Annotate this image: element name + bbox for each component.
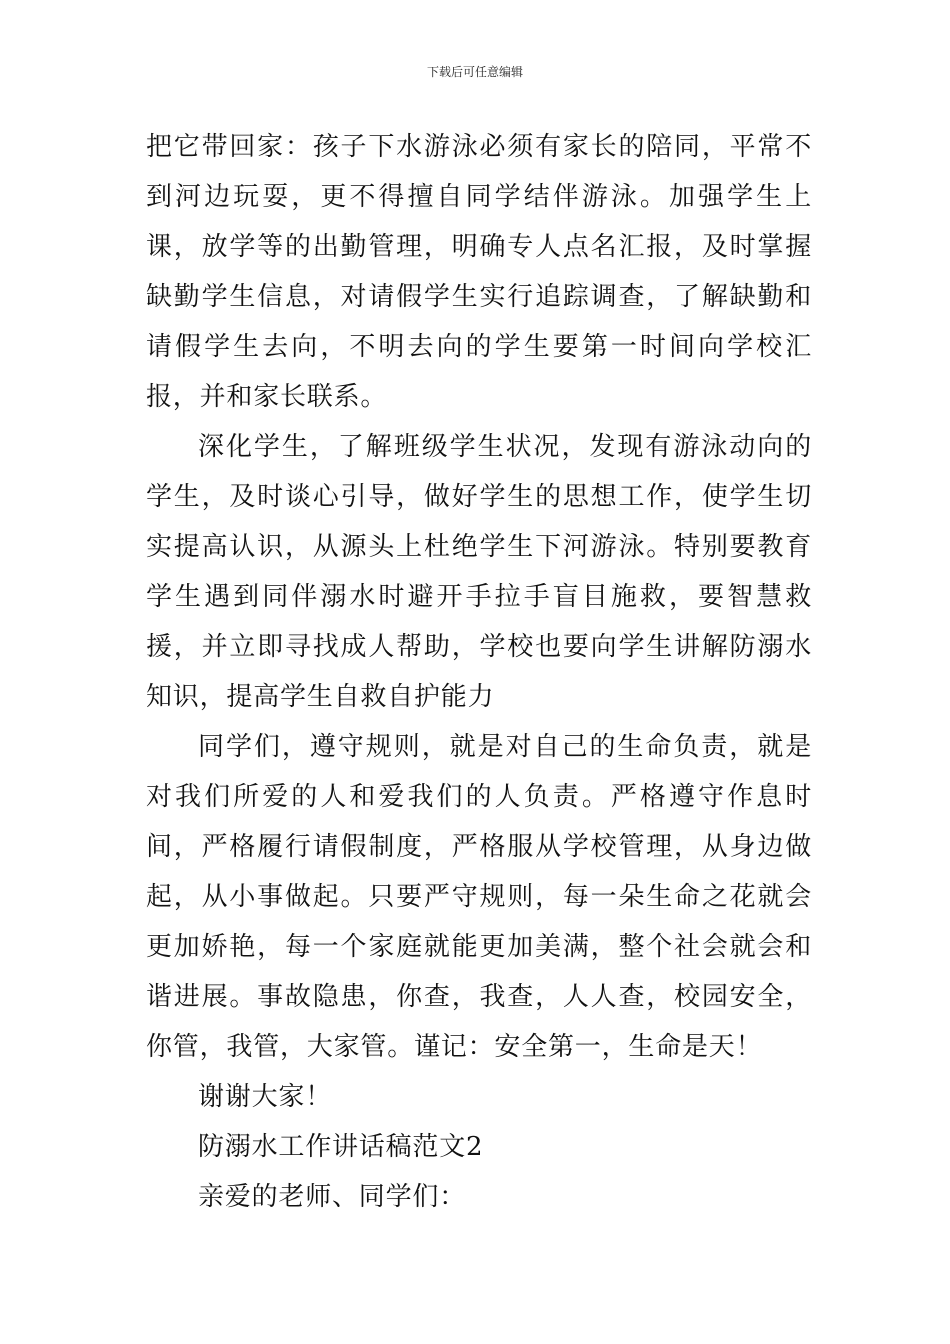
paragraph-continuation: 把它带回家：孩子下水游泳必须有家长的陪同，平常不到河边玩耍，更不得擅自同学结伴游泳。加强学生上课，放学等的出勤管理，明确专人点名汇报，及时掌握缺勤学生信息，对请假学生实行追踪调查，了解缺勤和请假学生去向，不明去向的学生要第一时间向学校汇报，并和家长联系。	[146, 132, 812, 412]
paragraph-salutation: 亲爱的老师、同学们：	[198, 1182, 467, 1212]
page-header: 下载后可任意编辑	[426, 65, 523, 79]
paragraph-deepen-students: 深化学生，了解班级学生状况，发现有游泳动向的学生，及时谈心引导，做好学生的思想工作，使学生切实提高认识，从源头上杜绝学生下河游泳。特别要教育学生遇到同伴溺水时避开手拉手盲目施救，要智慧救援，并立即寻找成人帮助，学校也要向学生讲解防溺水知识，提高学生自救自护能力	[146, 432, 812, 712]
document-body	[146, 122, 812, 1222]
section-title: 防溺水工作讲话稿范文2	[198, 1132, 484, 1162]
paragraph-thanks: 谢谢大家！	[198, 1082, 333, 1112]
paragraph-follow-rules: 同学们，遵守规则，就是对自己的生命负责，就是对我们所爱的人和爱我们的人负责。严格遵守作息时间，严格履行请假制度，严格服从学校管理，从身边做起，从小事做起。只要严守规则，每一朵生命之花就会更加娇艳，每一个家庭就能更加美满，整个社会就会和谐进展。事故隐患，你查，我查，人人查，校园安全，你管，我管，大家管。谨记：安全第一，生命是天！	[146, 732, 812, 1062]
